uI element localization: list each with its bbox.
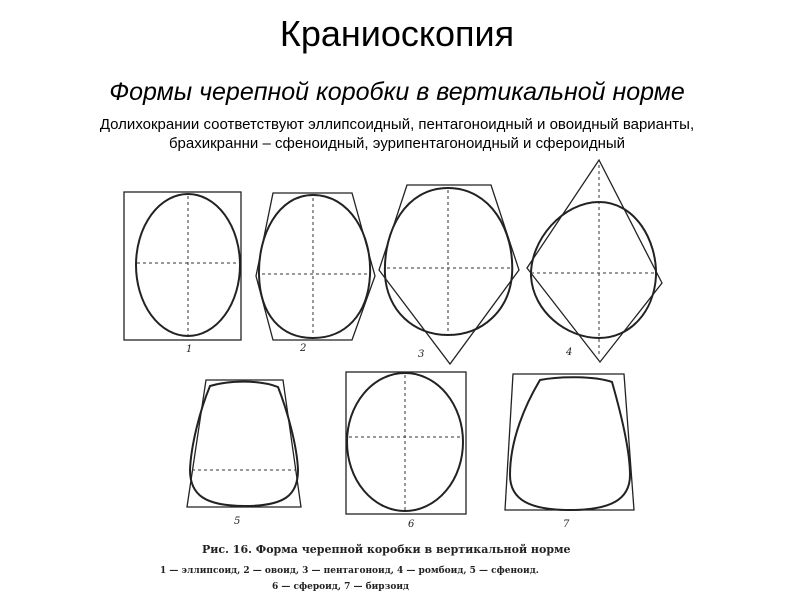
figure-label-2: 2 xyxy=(300,343,307,354)
caption-legend-line-2: 6 — сфероид, 7 — бирзоид xyxy=(272,582,410,592)
skull-shape-1-ellipsoid xyxy=(124,192,241,355)
figure-label-5: 5 xyxy=(234,516,241,527)
figure-label-3: 3 xyxy=(418,349,425,360)
shape-5-outline xyxy=(190,382,298,506)
shape-3-frame xyxy=(379,185,519,364)
caption-legend-line-1: 1 — эллипсоид, 2 — овоид, 3 — пентагоноид, 4 — ромбоид, 5 — сфеноид. xyxy=(160,566,539,576)
figure-label-1: 1 xyxy=(186,344,193,355)
skull-shape-4-rhomboid xyxy=(527,160,662,362)
description-line-1: Долихокрании соответствуют эллипсоидный, пентагоноидный и овоидный варианты, xyxy=(99,116,695,133)
description-line-2: брахикранни – сфеноидный, эурипентагоноидный и сфероидный xyxy=(168,135,626,152)
shape-3-outline xyxy=(385,188,512,335)
figure-label-7: 7 xyxy=(563,519,570,530)
figure-label-4: 4 xyxy=(566,347,573,358)
caption-title: Рис. 16. Форма черепной коробки в вертикальной норме xyxy=(202,543,571,556)
slide-title: Краниоскопия xyxy=(279,13,515,54)
shape-4-outline xyxy=(531,202,656,338)
skull-shape-2-ovoid xyxy=(256,193,375,354)
shape-7-outline xyxy=(510,377,630,510)
shape-2-frame xyxy=(256,193,375,340)
skull-shape-7-bursoid xyxy=(505,374,634,530)
shape-4-frame xyxy=(527,160,662,362)
shape-2-outline xyxy=(259,195,370,338)
figure-label-6: 6 xyxy=(408,519,415,530)
skull-shape-5-sphenoid xyxy=(187,380,301,527)
figure-caption xyxy=(160,543,571,592)
skull-shape-6-spheroid xyxy=(346,372,466,530)
skull-shape-3-pentagonoid xyxy=(379,185,519,364)
slide-subtitle: Формы черепной коробки в вертикальной норме xyxy=(109,78,685,106)
